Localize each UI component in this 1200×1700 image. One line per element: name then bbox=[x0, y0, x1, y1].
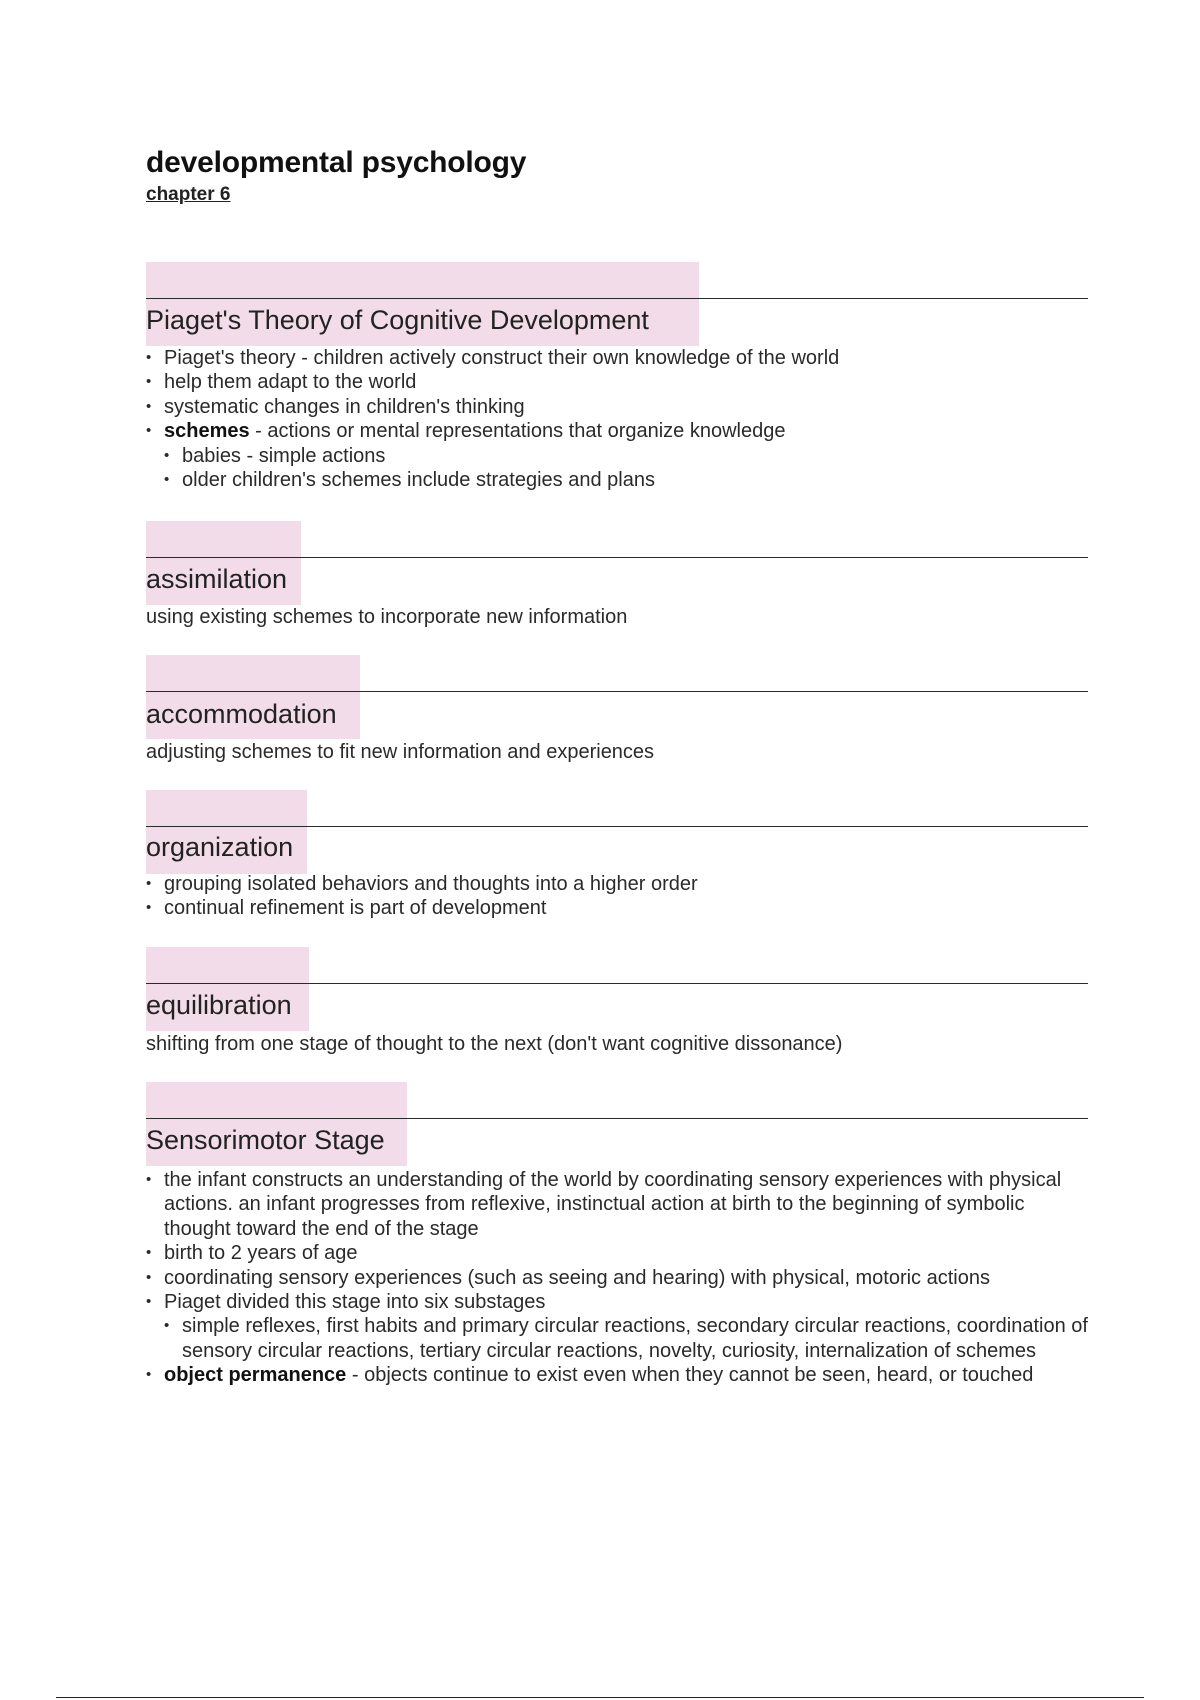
list-item: • systematic changes in children's thinking bbox=[146, 395, 1088, 419]
list-item-object-permanence bbox=[146, 1363, 1088, 1387]
section-title: organization bbox=[146, 832, 294, 862]
section-title: Sensorimotor Stage bbox=[146, 1125, 385, 1155]
schemes-definition: - actions or mental representations that organize knowledge bbox=[249, 420, 786, 443]
list-item: • birth to 2 years of age bbox=[146, 1241, 1088, 1265]
section-divider bbox=[146, 557, 1088, 558]
list-item: • the infant constructs an understanding of the world by coordinating sensory experiences with physical actions. an infant progresses from reflexive, instinctual action at birth to the beginning of symbolic thought toward the end of the stage bbox=[146, 1168, 1088, 1241]
list-item-schemes bbox=[146, 419, 1088, 443]
section-piaget bbox=[146, 262, 1088, 492]
document-title: developmental psychology bbox=[146, 146, 527, 179]
section-divider bbox=[146, 826, 1088, 827]
term-schemes: schemes bbox=[164, 420, 250, 443]
object-permanence-definition: - objects continue to exist even when they cannot be seen, heard, or touched bbox=[346, 1364, 1034, 1387]
page-bottom-rule bbox=[56, 1697, 1144, 1698]
sensorimotor-list bbox=[146, 1168, 1088, 1388]
section-title: assimilation bbox=[146, 564, 288, 594]
document-subtitle: chapter 6 bbox=[146, 184, 231, 205]
list-item: • help them adapt to the world bbox=[146, 370, 1088, 394]
list-item: • coordinating sensory experiences (such as seeing and hearing) with physical, motoric actions bbox=[146, 1266, 1088, 1290]
section-title: equilibration bbox=[146, 990, 292, 1020]
section-divider bbox=[146, 691, 1088, 692]
sub-list-item: • older children's schemes include strategies and plans bbox=[146, 468, 1088, 492]
list-item: • Piaget divided this stage into six substages bbox=[146, 1290, 1088, 1314]
sub-list-item: • simple reflexes, first habits and primary circular reactions, secondary circular reactions, coordination of sensory circular reactions, tertiary circular reactions, novelty, curiosity, internalization of schemes bbox=[146, 1314, 1088, 1363]
term-object-permanence: object permanence bbox=[164, 1364, 347, 1387]
list-item: • Piaget's theory - children actively construct their own knowledge of the world bbox=[146, 346, 1088, 370]
section-title: accommodation bbox=[146, 699, 337, 729]
section-divider bbox=[146, 298, 1088, 299]
organization-list bbox=[146, 872, 1088, 921]
section-title: Piaget's Theory of Cognitive Development bbox=[146, 305, 649, 335]
sub-list-item: • babies - simple actions bbox=[146, 444, 1088, 468]
section-text: using existing schemes to incorporate new information bbox=[146, 606, 628, 628]
section-divider bbox=[146, 1118, 1088, 1119]
section-divider bbox=[146, 983, 1088, 984]
list-item: • grouping isolated behaviors and thoughts into a higher order bbox=[146, 872, 1088, 896]
list-item: • continual refinement is part of development bbox=[146, 896, 1088, 920]
section-text: shifting from one stage of thought to the next (don't want cognitive dissonance) bbox=[146, 1033, 843, 1055]
section-text: adjusting schemes to fit new information and experiences bbox=[146, 741, 655, 763]
piaget-list bbox=[146, 346, 1088, 492]
